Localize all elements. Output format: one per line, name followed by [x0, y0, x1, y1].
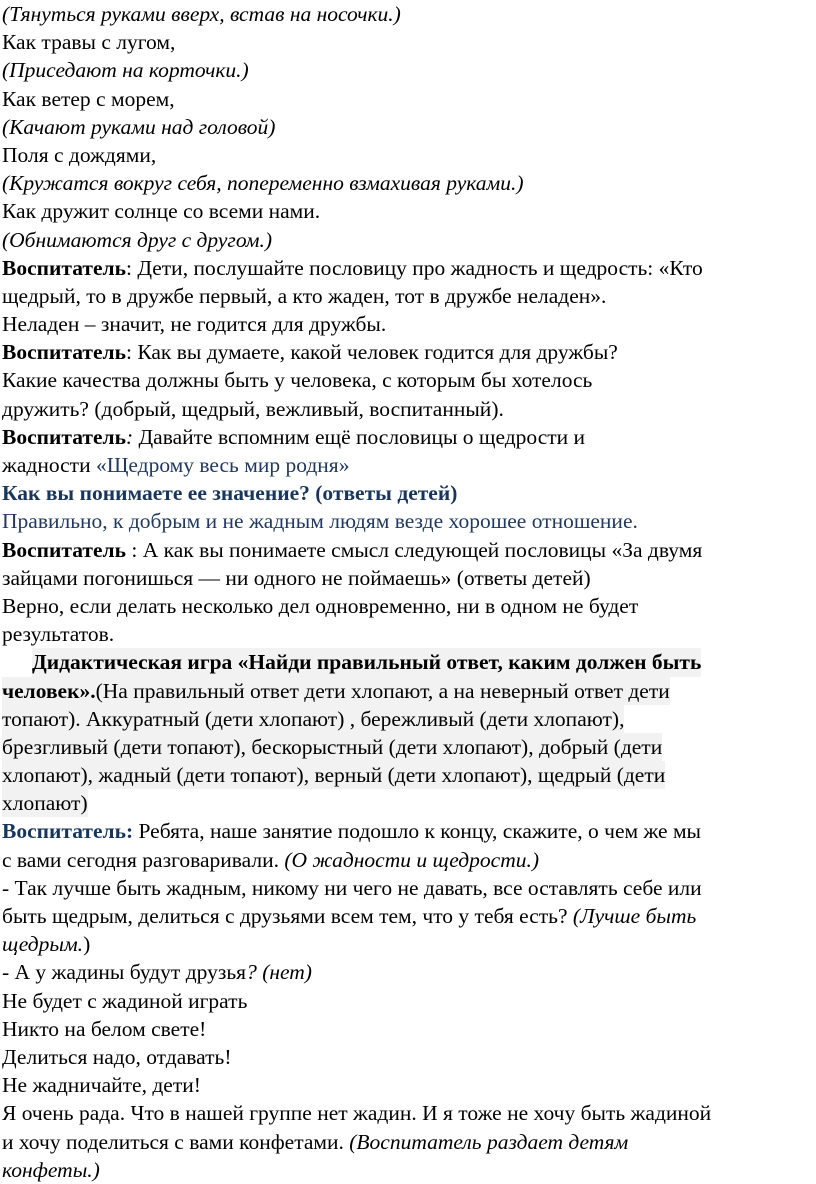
- text: Делиться надо, отдавать!: [2, 1044, 232, 1069]
- text: результатов.: [2, 622, 115, 647]
- poem-line: [2, 1043, 814, 1071]
- text: (Приседают на корточки.): [2, 58, 249, 83]
- speaker-label: Воспитатель: [2, 255, 126, 280]
- stage-direction: [2, 0, 814, 28]
- text: Какие качества должны быть у человека, с которым бы хотелось: [2, 368, 593, 393]
- text: (Кружатся вокруг себя, попеременно взмахивая руками.): [2, 171, 524, 196]
- text: Как ветер с морем,: [2, 86, 175, 111]
- text: (Качают руками над головой): [2, 114, 276, 139]
- paragraph-line: [2, 620, 814, 648]
- text: конфеты.): [2, 1157, 100, 1182]
- poem-line: [2, 197, 814, 225]
- paragraph-line: [2, 958, 814, 986]
- text: : Дети, послушайте пословицу про жадность и щедрость: «Кто: [125, 255, 703, 280]
- question-heading: [2, 479, 814, 507]
- stage-direction: [2, 226, 814, 254]
- stage-direction: [2, 169, 814, 197]
- text: Как дружит солнце со всеми нами.: [2, 199, 321, 224]
- stage-direction: [2, 113, 814, 141]
- stage-direction: [2, 56, 814, 84]
- text: щедрый, то в дружбе первый, а кто жаден, тот в дружбе неладен».: [2, 283, 607, 308]
- speaker-label: Воспитатель: [2, 424, 126, 449]
- text: (Лучше быть: [572, 904, 697, 928]
- paragraph-line: [2, 677, 814, 705]
- paragraph-line: [2, 1156, 814, 1184]
- paragraph-line: [2, 254, 814, 282]
- text: Поля с дождями,: [2, 142, 157, 167]
- text: и хочу поделиться с вами конфетами.: [2, 1129, 350, 1154]
- text: (Тянуться руками вверх, встав на носочки.): [2, 2, 401, 26]
- paragraph-line: [2, 536, 814, 564]
- text: : А как вы понимаете смысл следующей пословицы «За двумя: [125, 537, 703, 562]
- poem-line: [2, 1015, 814, 1043]
- text: Никто на белом свете!: [2, 1016, 207, 1041]
- text: зайцами погонишься — ни одного не поймаешь» (ответы детей): [2, 565, 591, 590]
- paragraph-line: [2, 395, 814, 423]
- text: (О жадности и щедрости.): [284, 847, 539, 872]
- text: жадности: [2, 453, 96, 477]
- poem-line: [2, 1071, 814, 1099]
- paragraph-line: [2, 846, 814, 874]
- speaker-label: Воспитатель:: [2, 819, 134, 844]
- text: быть щедрым, делиться с друзьями всем тем, что у тебя есть?: [2, 904, 573, 928]
- paragraph-line: [2, 817, 814, 845]
- paragraph-line: [2, 761, 814, 789]
- paragraph-line: [2, 902, 814, 930]
- text: (Воспитатель раздает детям: [349, 1129, 629, 1154]
- text: хлопают), жадный (дети топают), верный (дети хлопают), щедрый (дети: [2, 761, 665, 789]
- paragraph-line: [2, 338, 814, 366]
- text: Неладен – значит, не годится для дружбы.: [2, 312, 387, 337]
- text: ): [83, 932, 91, 957]
- document-page: [2, 0, 814, 1184]
- text: Давайте вспомним ещё пословицы о щедрости и: [133, 424, 586, 449]
- poem-line: [2, 987, 814, 1015]
- text: Правильно, к добрым и не жадным людям везде хорошее отношение.: [2, 509, 638, 534]
- speaker-label: Воспитатель: [2, 537, 126, 562]
- paragraph-line: [2, 592, 814, 620]
- text: Не будет с жадиной играть: [2, 988, 248, 1013]
- text: ? (нет): [246, 960, 312, 985]
- text: дружить? (добрый, щедрый, вежливый, воспитанный).: [2, 396, 504, 421]
- paragraph-line: [2, 423, 814, 451]
- paragraph-line: [2, 930, 814, 958]
- paragraph-line: [2, 366, 814, 394]
- paragraph-line: [2, 310, 814, 338]
- text: Ребята, наше занятие подошло к концу, скажите, о чем же мы: [133, 819, 702, 844]
- paragraph-line: [2, 705, 814, 733]
- paragraph-line: [2, 789, 814, 817]
- paragraph-line: [2, 564, 814, 592]
- text: хлопают): [2, 789, 88, 817]
- paragraph-line: [2, 874, 814, 902]
- text: - А у жадины будут друзья: [2, 960, 247, 985]
- text: Дидактическая игра «Найди правильный ответ, каким должен быть: [32, 648, 701, 676]
- poem-line: [2, 85, 814, 113]
- text: - Так лучше быть жадным, никому ни чего не давать, все оставлять себе или: [2, 875, 702, 900]
- speaker-label: Воспитатель: [2, 340, 126, 365]
- text: Не жадничайте, дети!: [2, 1073, 201, 1098]
- proverb: «Щедрому весь мир родня»: [95, 453, 350, 477]
- poem-line: [2, 28, 814, 56]
- text: Как травы с лугом,: [2, 30, 176, 55]
- paragraph-line: [2, 282, 814, 310]
- paragraph-line: [2, 1128, 814, 1156]
- text: с вами сегодня разговаривали.: [2, 847, 285, 872]
- text: брезгливый (дети топают), бескорыстный (дети хлопают), добрый (дети: [2, 733, 662, 761]
- text: человек».: [2, 677, 96, 705]
- text: щедрым.: [2, 932, 84, 957]
- text: (Обнимаются друг с другом.): [2, 227, 273, 252]
- answer-line: [2, 507, 814, 535]
- paragraph-line: [2, 451, 814, 479]
- paragraph-line: [2, 1099, 814, 1127]
- text: Как вы понимаете ее значение? (ответы детей): [2, 481, 458, 506]
- text: топают). Аккуратный (дети хлопают) , бережливый (дети хлопают),: [2, 705, 624, 733]
- poem-line: [2, 141, 814, 169]
- text: : Как вы думаете, какой человек годится для дружбы?: [125, 340, 618, 365]
- text: :: [125, 424, 134, 449]
- paragraph-line: [2, 733, 814, 761]
- text: Верно, если делать несколько дел одновременно, ни в одном не будет: [2, 593, 639, 618]
- text: Я очень рада. Что в нашей группе нет жадин. И я тоже не хочу быть жадиной: [2, 1101, 712, 1126]
- game-heading: [2, 648, 814, 676]
- text: (На правильный ответ дети хлопают, а на неверный ответ дети: [96, 677, 670, 705]
